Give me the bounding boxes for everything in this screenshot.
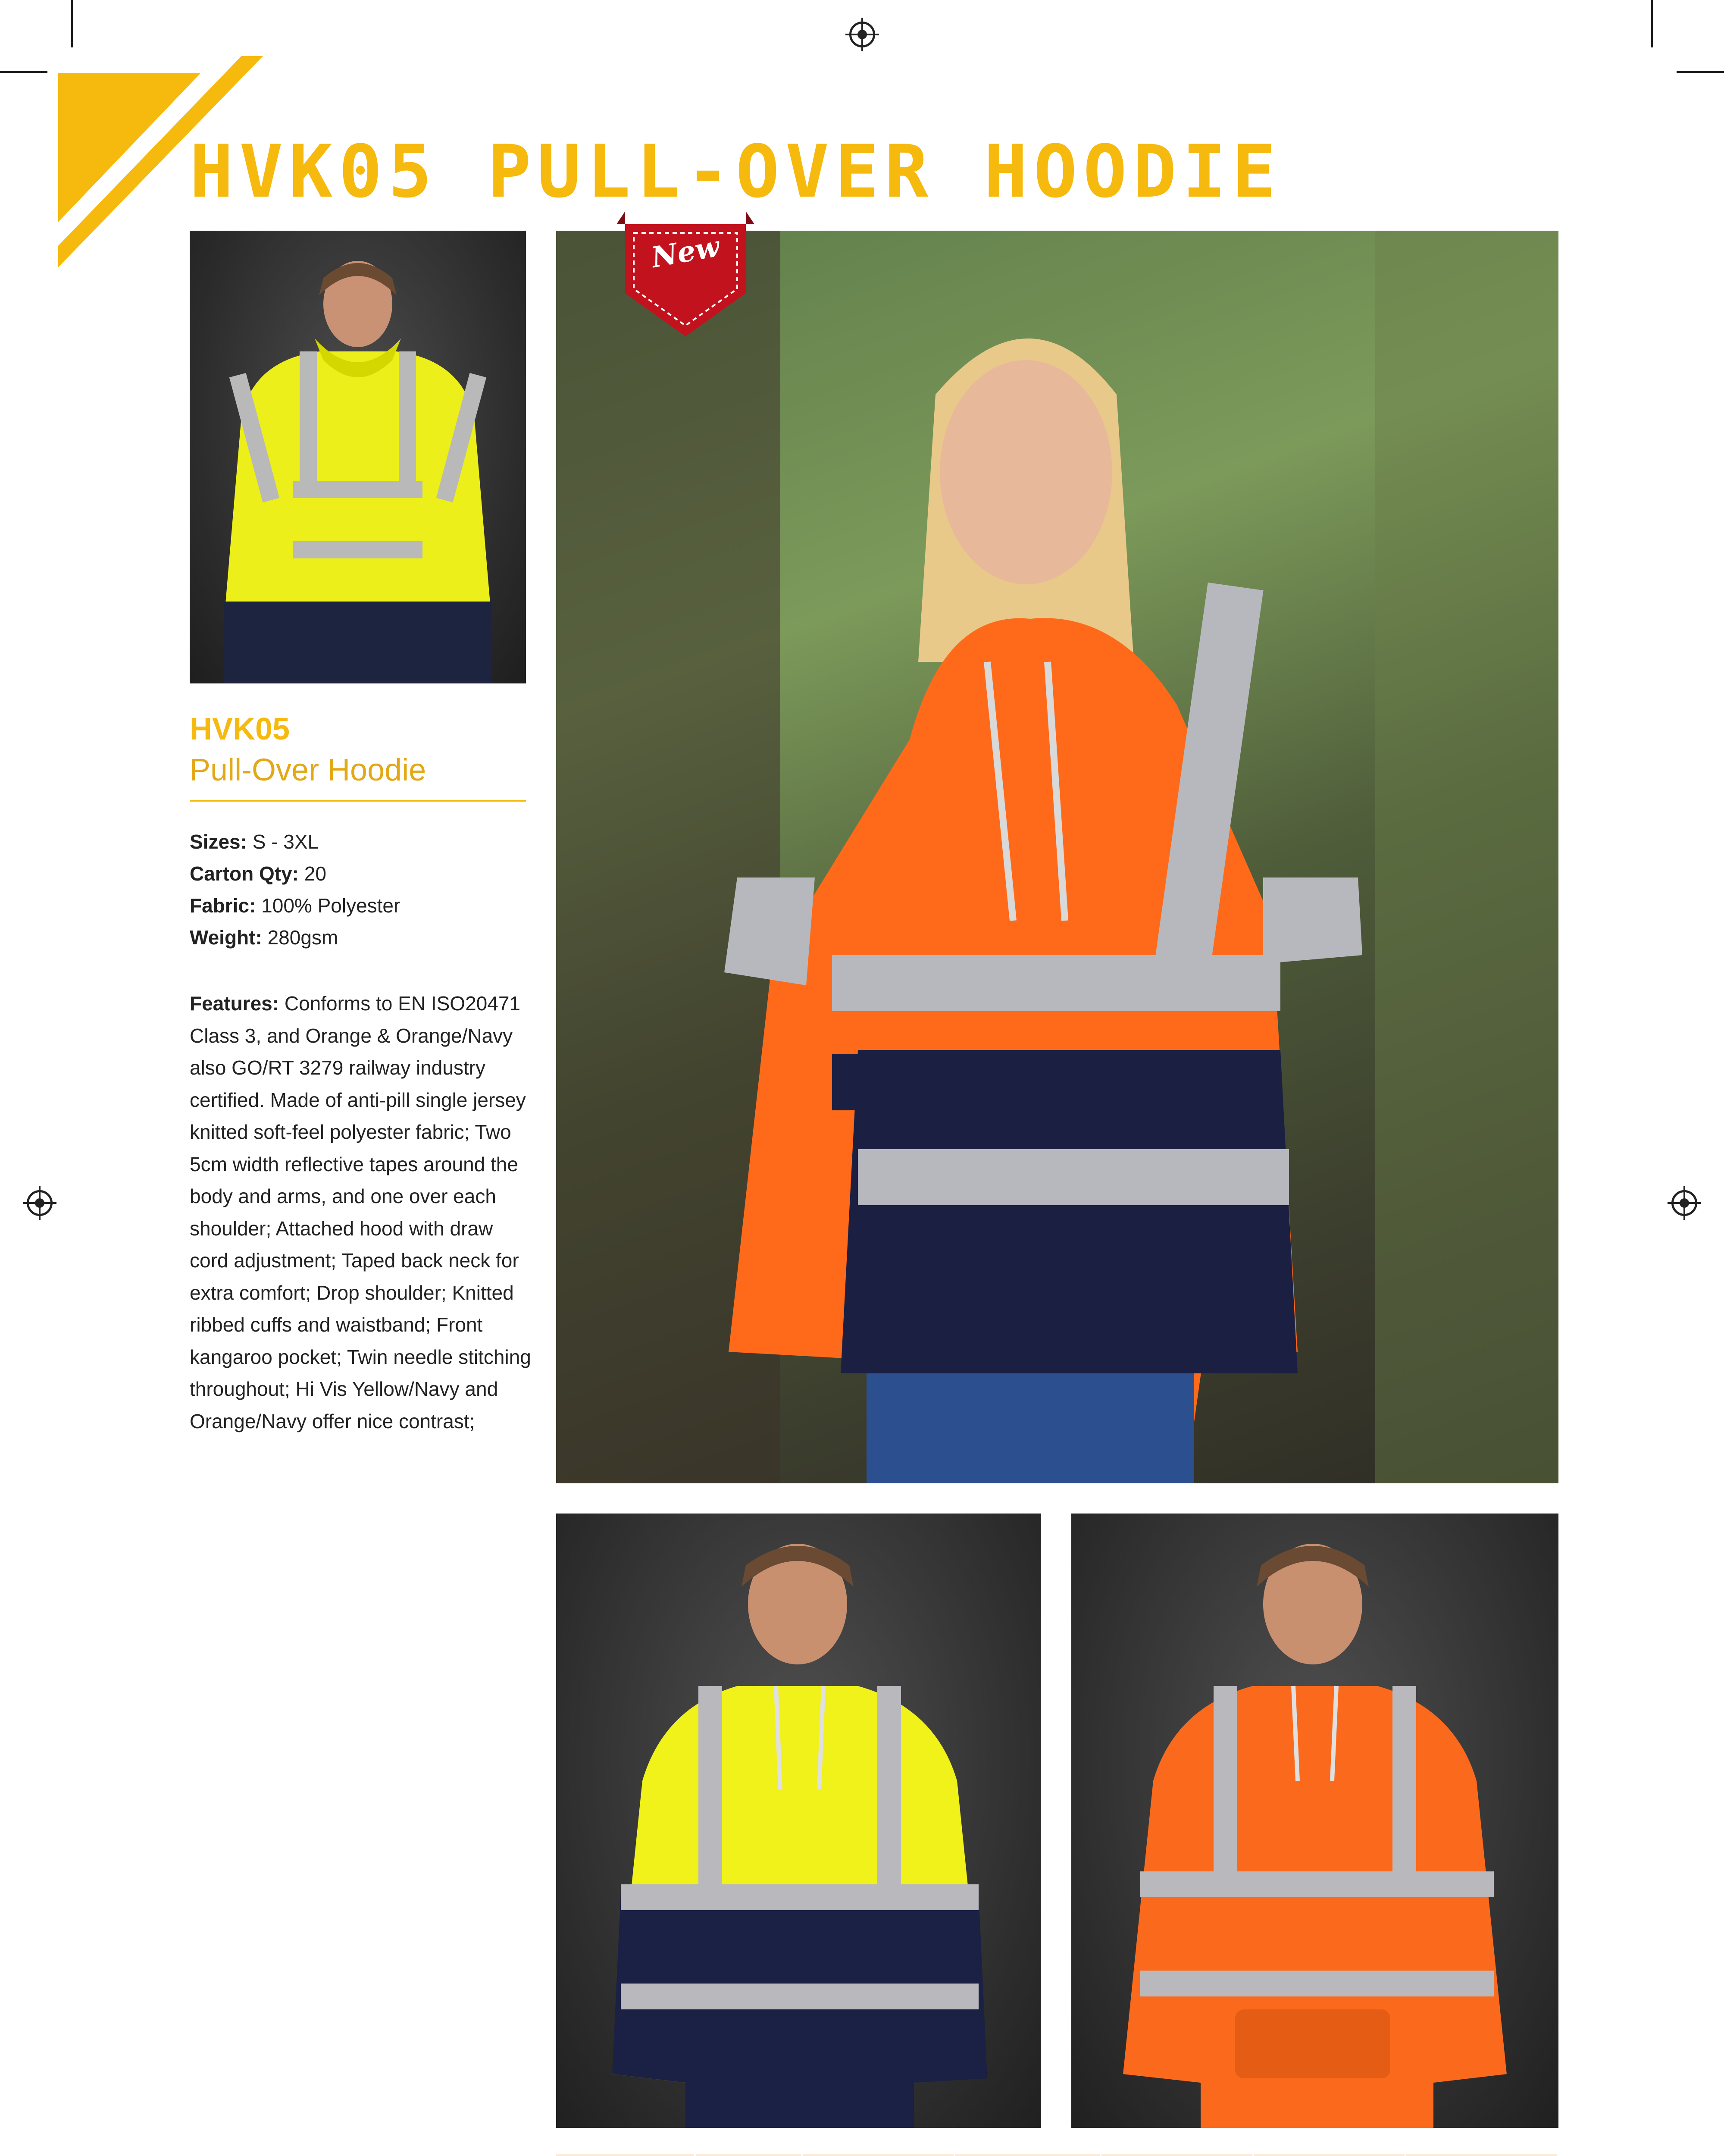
page-title: HVK05 PULL-OVER HOODIE [190,129,1282,214]
section-divider [190,800,526,802]
registration-mark [849,22,875,47]
product-specs [190,826,400,953]
table-cell [954,2154,1101,2156]
spec-fabric: Fabric: 100% Polyester [190,894,400,917]
table-cell [1101,2154,1253,2156]
orange-hoodie-photo [1071,1514,1558,2128]
table-row [556,2154,1558,2156]
product-code: HVK05 [190,712,290,746]
table-cell [802,2154,954,2156]
orange-navy-hoodie-photo [556,231,1558,1483]
crop-mark [1677,71,1724,73]
table-cell [556,2154,695,2156]
spec-weight: Weight: 280gsm [190,926,338,949]
yellow-hoodie-photo [190,231,526,683]
new-ribbon-badge [616,207,754,345]
product-features: Features: Conforms to EN ISO20471 Class 3, and Orange & Orange/Navy also GO/RT 3279 railway industry certified. Made of anti-pill single jersey knitted soft-feel polyester fabric; Two 5cm width reflective tapes around the body and arms, and one over each shoulder; Attached hood with draw cord adjustment; Taped back neck for extra comfort; Drop shoulder; Knitted ribbed cuffs and waistband; Front kangaroo pocket; Twin needle stitching throughout; Hi Vis Yellow/Navy and Orange/Navy offer nice contrast; [190,992,531,1432]
spec-carton-qty: Carton Qty: 20 [190,862,326,885]
yellow-navy-hoodie-photo [556,1514,1041,2128]
size-chart-table [556,2154,1558,2156]
table-cell [1405,2154,1558,2156]
spec-sizes: Sizes: S - 3XL [190,830,319,853]
product-name: Pull-Over Hoodie [190,753,426,787]
crop-mark [1651,0,1653,47]
table-cell [1253,2154,1405,2156]
table-cell [695,2154,802,2156]
registration-mark [27,1190,53,1216]
registration-mark [1671,1190,1697,1216]
new-badge-label: New [648,229,723,275]
